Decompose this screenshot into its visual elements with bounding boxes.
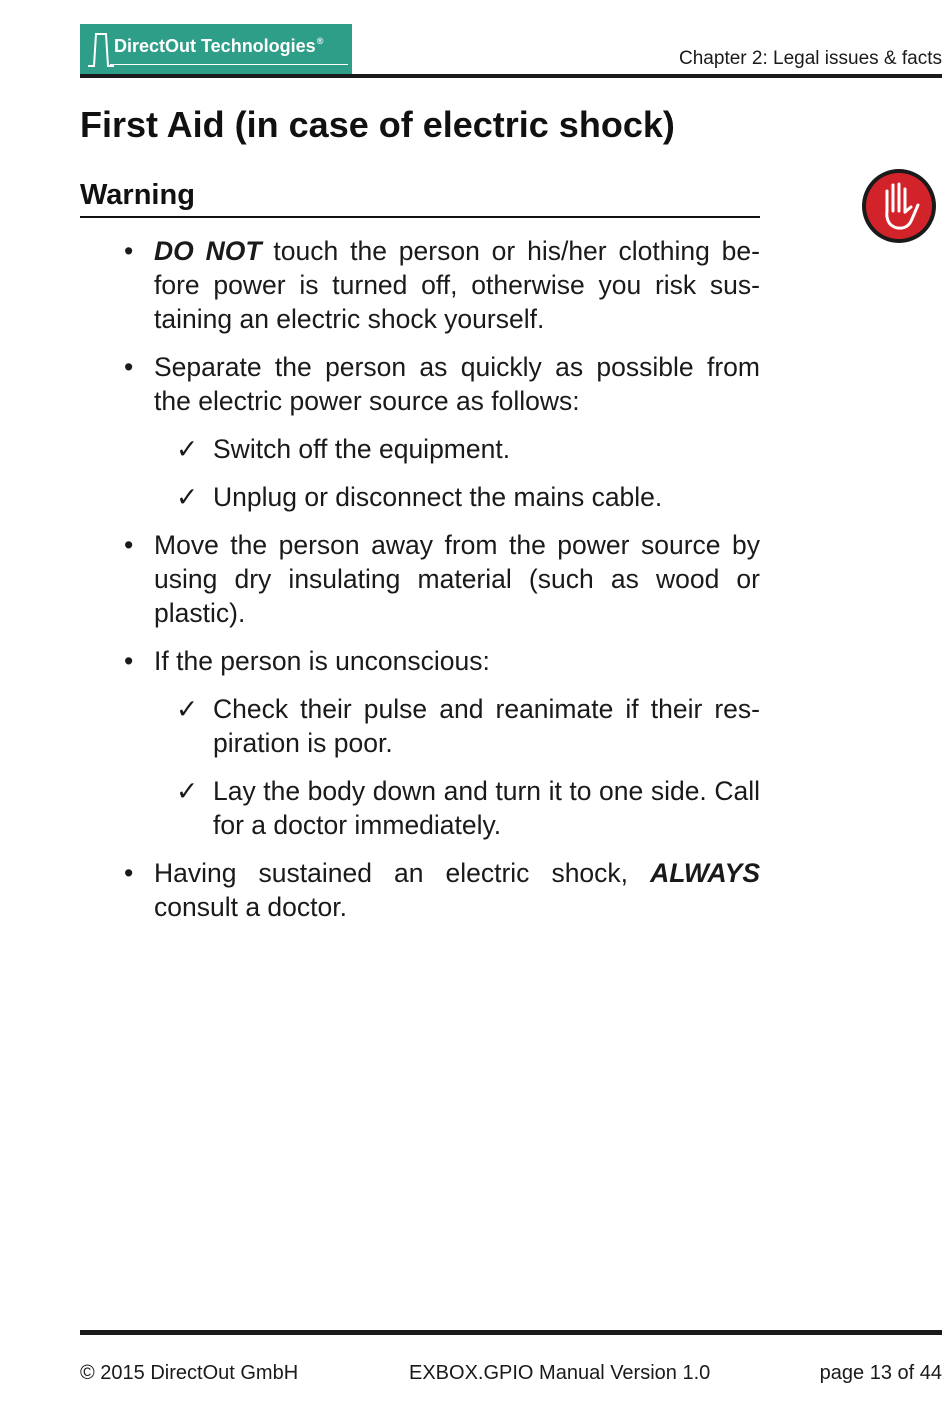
list-item-text: If the person is unconscious: (154, 646, 490, 676)
stop-hand-icon (860, 167, 938, 245)
pulse-logo-icon (86, 24, 114, 76)
list-item (80, 234, 760, 336)
list-item-text-continued: consult a doctor. (154, 892, 347, 922)
warning-list (80, 234, 760, 938)
page-title: First Aid (in case of electric shock) (80, 104, 675, 145)
checkmark-icon: ✓ (176, 434, 199, 464)
checklist-item-text: Unplug or disconnect the mains cable. (213, 482, 663, 512)
checklist-item (80, 774, 760, 842)
list-item (80, 350, 760, 418)
bullet-icon: • (124, 530, 134, 560)
bullet-icon: • (124, 236, 134, 266)
header-divider (80, 74, 942, 78)
logo-underline (110, 64, 348, 65)
checkmark-icon: ✓ (176, 776, 199, 806)
checklist-item-text: Switch off the equipment. (213, 434, 511, 464)
list-item (80, 528, 760, 630)
checkmark-icon: ✓ (176, 482, 199, 512)
footer-divider (80, 1330, 942, 1335)
section-heading: Warning (80, 176, 760, 218)
logo-text: DirectOut Technologies® (114, 36, 324, 56)
bullet-icon: • (124, 858, 134, 888)
checklist-item-text: Lay the body down and turn it to one side. Call for a doctor immediately. (213, 776, 760, 840)
bullet-icon: • (124, 646, 134, 676)
list-item-text: Having sustained an electric shock, (154, 858, 651, 888)
chapter-header: Chapter 2: Legal issues & facts (679, 48, 942, 69)
page-number: page 13 of 44 (819, 1362, 942, 1384)
copyright-text: © 2015 DirectOut GmbH (80, 1362, 299, 1384)
list-item-text: touch the person or his/her clothing be-fore power is turned off, otherwise you risk sus-taining an electric shock yourself. (154, 236, 760, 334)
bullet-icon: • (124, 352, 134, 382)
emphasis-text: DO NOT (154, 236, 262, 266)
company-logo (80, 24, 352, 76)
list-item (80, 644, 760, 678)
checklist-item (80, 432, 760, 466)
checklist-item (80, 692, 760, 760)
list-item (80, 856, 760, 924)
checklist-item (80, 480, 760, 514)
checklist-item-text: Check their pulse and reanimate if their res-piration is poor. (213, 694, 760, 758)
list-item-text: Move the person away from the power source by using dry insulating material (such as wood or plastic). (154, 530, 760, 628)
emphasis-text: ALWAYS (650, 858, 760, 888)
list-item-text: Separate the person as quickly as possible from the electric power source as follows: (154, 352, 760, 416)
checkmark-icon: ✓ (176, 694, 199, 724)
manual-version: EXBOX.GPIO Manual Version 1.0 (409, 1362, 711, 1384)
